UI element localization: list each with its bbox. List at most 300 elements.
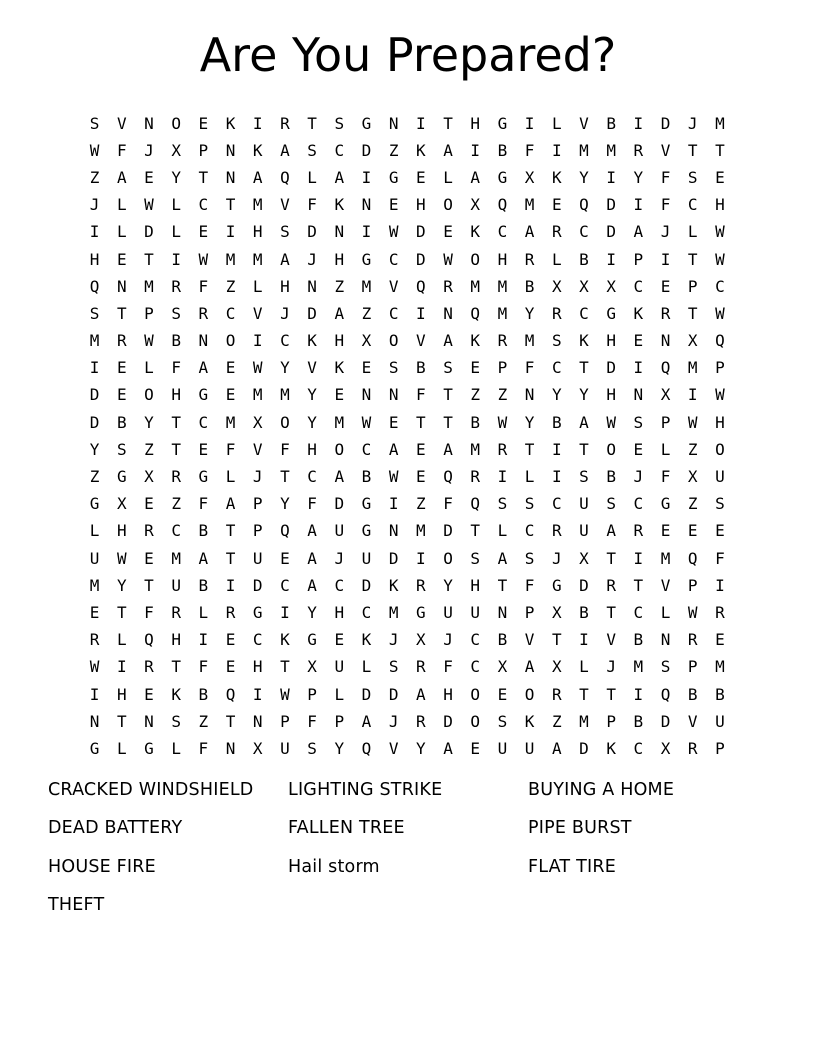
grid-cell-r15c19: U bbox=[579, 494, 589, 514]
grid-cell-r1c14: T bbox=[443, 113, 453, 133]
grid-cell-r10c2: E bbox=[116, 358, 127, 378]
grid-cell-r10c10: K bbox=[334, 358, 345, 378]
grid-cell-r2c21: R bbox=[633, 140, 644, 160]
grid-cell-r8c3: P bbox=[144, 303, 154, 323]
grid-cell-r8c9: D bbox=[307, 303, 317, 323]
grid-cell-r16c8: Q bbox=[280, 521, 290, 541]
grid-cell-r23c22: D bbox=[660, 711, 671, 731]
grid-cell-r11c7: M bbox=[252, 385, 263, 405]
grid-cell-r10c21: I bbox=[633, 358, 644, 378]
grid-cell-r12c6: M bbox=[225, 412, 236, 432]
grid-cell-r24c21: C bbox=[633, 738, 644, 758]
grid-cell-r18c7: D bbox=[252, 575, 263, 595]
grid-cell-r18c8: C bbox=[280, 575, 290, 595]
grid-cell-r6c16: H bbox=[497, 249, 508, 269]
grid-cell-r5c5: E bbox=[198, 222, 209, 242]
grid-cell-r13c8: F bbox=[280, 439, 290, 459]
grid-cell-r14c15: R bbox=[470, 467, 481, 487]
grid-cell-r16c12: N bbox=[388, 521, 399, 541]
grid-cell-r9c10: H bbox=[334, 331, 345, 351]
word-list-item: PIPE BURST bbox=[528, 818, 632, 839]
grid-cell-r12c22: P bbox=[660, 412, 671, 432]
grid-cell-r18c24: I bbox=[715, 575, 725, 595]
grid-cell-r21c16: X bbox=[497, 657, 508, 677]
grid-cell-r20c20: V bbox=[606, 630, 616, 650]
word-list-item: DEAD BATTERY bbox=[48, 818, 183, 839]
grid-cell-r17c7: U bbox=[252, 548, 263, 568]
grid-cell-r20c11: K bbox=[361, 630, 372, 650]
grid-cell-r6c12: C bbox=[388, 249, 399, 269]
grid-cell-r22c8: W bbox=[280, 684, 290, 704]
grid-cell-r17c5: A bbox=[198, 548, 209, 568]
grid-cell-r3c2: A bbox=[116, 167, 127, 187]
grid-cell-r9c1: M bbox=[89, 331, 100, 351]
grid-cell-r1c10: S bbox=[334, 113, 345, 133]
grid-cell-r10c12: S bbox=[388, 358, 399, 378]
grid-cell-r10c20: D bbox=[606, 358, 616, 378]
grid-cell-r21c4: T bbox=[171, 657, 181, 677]
grid-cell-r1c15: H bbox=[470, 113, 481, 133]
grid-cell-r24c23: R bbox=[687, 738, 698, 758]
grid-cell-r18c21: T bbox=[633, 575, 644, 595]
grid-cell-r3c17: X bbox=[524, 167, 535, 187]
grid-cell-r10c7: W bbox=[252, 358, 263, 378]
grid-cell-r5c18: R bbox=[551, 222, 562, 242]
grid-cell-r4c18: E bbox=[551, 195, 562, 215]
grid-cell-r23c21: B bbox=[633, 711, 644, 731]
grid-cell-r11c12: N bbox=[388, 385, 399, 405]
grid-cell-r4c16: Q bbox=[497, 195, 508, 215]
grid-cell-r6c21: P bbox=[633, 249, 644, 269]
grid-cell-r4c5: C bbox=[198, 195, 209, 215]
grid-cell-r14c7: J bbox=[252, 467, 263, 487]
grid-cell-r17c10: J bbox=[334, 548, 345, 568]
grid-cell-r15c5: F bbox=[198, 494, 209, 514]
grid-cell-r1c23: J bbox=[687, 113, 698, 133]
grid-cell-r9c21: E bbox=[633, 331, 644, 351]
grid-cell-r3c1: Z bbox=[89, 167, 100, 187]
grid-cell-r11c6: E bbox=[225, 385, 236, 405]
grid-cell-r24c10: Y bbox=[334, 738, 345, 758]
grid-cell-r8c13: I bbox=[416, 303, 426, 323]
grid-cell-r6c14: W bbox=[443, 249, 453, 269]
grid-cell-r24c16: U bbox=[497, 738, 508, 758]
grid-cell-r16c15: T bbox=[470, 521, 481, 541]
grid-cell-r8c17: Y bbox=[524, 303, 535, 323]
grid-cell-r18c22: V bbox=[660, 575, 671, 595]
grid-cell-r24c19: D bbox=[579, 738, 589, 758]
grid-cell-r2c18: I bbox=[551, 140, 562, 160]
grid-cell-r22c9: P bbox=[307, 684, 317, 704]
word-list-item: FLAT TIRE bbox=[528, 856, 616, 877]
grid-cell-r19c20: T bbox=[606, 602, 616, 622]
grid-cell-r10c17: F bbox=[524, 358, 535, 378]
grid-cell-r12c2: B bbox=[116, 412, 127, 432]
grid-cell-r23c10: P bbox=[334, 711, 345, 731]
grid-cell-r24c1: G bbox=[89, 738, 100, 758]
grid-cell-r21c22: S bbox=[660, 657, 671, 677]
grid-cell-r1c17: I bbox=[524, 113, 535, 133]
grid-cell-r21c10: U bbox=[334, 657, 345, 677]
grid-cell-r15c17: S bbox=[524, 494, 535, 514]
grid-cell-r11c18: Y bbox=[551, 385, 562, 405]
grid-cell-r3c3: E bbox=[144, 167, 154, 187]
grid-cell-r17c4: M bbox=[171, 548, 181, 568]
grid-cell-r3c13: E bbox=[416, 167, 426, 187]
grid-cell-r7c10: Z bbox=[334, 276, 345, 296]
grid-cell-r24c9: S bbox=[307, 738, 317, 758]
grid-cell-r10c1: I bbox=[89, 358, 100, 378]
grid-cell-r5c11: I bbox=[361, 222, 372, 242]
word-list-column-2 bbox=[288, 778, 528, 932]
grid-cell-r4c8: V bbox=[280, 195, 290, 215]
grid-cell-r6c22: I bbox=[660, 249, 671, 269]
grid-cell-r4c13: H bbox=[416, 195, 426, 215]
grid-cell-r16c21: R bbox=[633, 521, 644, 541]
grid-cell-r22c6: Q bbox=[225, 684, 236, 704]
grid-cell-r15c1: G bbox=[89, 494, 100, 514]
grid-cell-r6c6: M bbox=[225, 249, 236, 269]
grid-cell-r10c13: B bbox=[416, 358, 426, 378]
grid-cell-r2c3: J bbox=[144, 140, 154, 160]
grid-cell-r8c10: A bbox=[334, 303, 345, 323]
grid-cell-r17c21: I bbox=[633, 548, 644, 568]
grid-cell-r13c2: S bbox=[116, 439, 127, 459]
grid-cell-r11c23: I bbox=[687, 385, 698, 405]
grid-cell-r20c13: X bbox=[416, 630, 426, 650]
grid-cell-r20c1: R bbox=[89, 630, 100, 650]
grid-cell-r11c11: N bbox=[361, 385, 372, 405]
grid-cell-r16c14: D bbox=[443, 521, 453, 541]
grid-cell-r1c19: V bbox=[579, 113, 589, 133]
grid-cell-r17c1: U bbox=[89, 548, 100, 568]
grid-cell-r1c6: K bbox=[225, 113, 236, 133]
grid-cell-r8c16: M bbox=[497, 303, 508, 323]
grid-cell-r20c7: C bbox=[252, 630, 263, 650]
grid-cell-r6c4: I bbox=[171, 249, 181, 269]
grid-cell-r4c20: D bbox=[606, 195, 616, 215]
grid-cell-r4c10: K bbox=[334, 195, 345, 215]
grid-cell-r11c22: X bbox=[660, 385, 671, 405]
grid-cell-r22c20: T bbox=[606, 684, 616, 704]
grid-cell-r24c18: A bbox=[551, 738, 562, 758]
grid-cell-r19c12: M bbox=[388, 602, 399, 622]
grid-cell-r18c2: Y bbox=[116, 575, 127, 595]
grid-cell-r12c4: T bbox=[171, 412, 181, 432]
grid-cell-r10c3: L bbox=[144, 358, 154, 378]
grid-cell-r9c17: M bbox=[524, 331, 535, 351]
grid-cell-r22c4: K bbox=[171, 684, 181, 704]
grid-cell-r17c14: O bbox=[443, 548, 453, 568]
grid-cell-r23c8: P bbox=[280, 711, 290, 731]
grid-cell-r20c12: J bbox=[388, 630, 399, 650]
grid-cell-r10c11: E bbox=[361, 358, 372, 378]
grid-cell-r9c23: X bbox=[687, 331, 698, 351]
grid-cell-r2c17: F bbox=[524, 140, 535, 160]
grid-cell-r24c11: Q bbox=[361, 738, 372, 758]
grid-cell-r14c9: C bbox=[307, 467, 317, 487]
grid-cell-r11c2: E bbox=[116, 385, 127, 405]
grid-cell-r17c19: X bbox=[579, 548, 589, 568]
grid-cell-r7c22: E bbox=[660, 276, 671, 296]
grid-cell-r23c9: F bbox=[307, 711, 317, 731]
grid-cell-r23c15: O bbox=[470, 711, 481, 731]
grid-cell-r18c18: G bbox=[551, 575, 562, 595]
grid-cell-r24c8: U bbox=[280, 738, 290, 758]
grid-cell-r17c3: E bbox=[144, 548, 154, 568]
word-list-item: BUYING A HOME bbox=[528, 780, 675, 800]
grid-cell-r24c15: E bbox=[470, 738, 481, 758]
grid-cell-r18c5: B bbox=[198, 575, 209, 595]
grid-cell-r14c8: T bbox=[280, 467, 290, 487]
grid-cell-r5c6: I bbox=[225, 222, 236, 242]
grid-cell-r14c24: U bbox=[715, 467, 725, 487]
grid-cell-r7c11: M bbox=[361, 276, 372, 296]
grid-cell-r5c15: K bbox=[470, 222, 481, 242]
grid-cell-r22c12: D bbox=[388, 684, 399, 704]
grid-cell-r12c16: W bbox=[497, 412, 508, 432]
grid-cell-r6c10: H bbox=[334, 249, 345, 269]
grid-cell-r15c12: I bbox=[388, 494, 399, 514]
grid-cell-r9c2: R bbox=[116, 331, 127, 351]
grid-cell-r22c21: I bbox=[633, 684, 644, 704]
grid-cell-r11c8: M bbox=[280, 385, 290, 405]
grid-cell-r22c14: H bbox=[443, 684, 453, 704]
grid-cell-r7c17: B bbox=[524, 276, 535, 296]
grid-cell-r9c7: I bbox=[252, 331, 263, 351]
grid-cell-r21c19: L bbox=[579, 657, 589, 677]
grid-cell-r21c23: P bbox=[687, 657, 698, 677]
grid-cell-r20c24: E bbox=[715, 630, 725, 650]
grid-cell-r20c19: I bbox=[579, 630, 589, 650]
grid-cell-r1c3: N bbox=[144, 113, 154, 133]
grid-cell-r12c14: T bbox=[443, 412, 453, 432]
grid-cell-r5c3: D bbox=[144, 222, 154, 242]
grid-cell-r11c1: D bbox=[89, 385, 100, 405]
grid-cell-r16c13: M bbox=[416, 521, 426, 541]
grid-cell-r18c19: D bbox=[579, 575, 589, 595]
grid-cell-r23c18: Z bbox=[551, 711, 562, 731]
grid-cell-r10c16: P bbox=[497, 358, 508, 378]
grid-cell-r6c24: W bbox=[715, 249, 725, 269]
grid-cell-r3c5: T bbox=[198, 167, 209, 187]
grid-cell-r19c4: R bbox=[171, 602, 181, 622]
grid-cell-r2c22: V bbox=[660, 140, 671, 160]
grid-cell-r13c13: E bbox=[416, 439, 426, 459]
grid-cell-r15c13: Z bbox=[416, 494, 426, 514]
grid-cell-r9c18: S bbox=[551, 331, 562, 351]
grid-cell-r11c21: N bbox=[633, 385, 644, 405]
word-list-item: LIGHTING STRIKE bbox=[288, 780, 443, 800]
grid-cell-r15c9: F bbox=[307, 494, 317, 514]
grid-cell-r8c11: Z bbox=[361, 303, 372, 323]
grid-cell-r21c13: R bbox=[416, 657, 426, 677]
grid-cell-r19c6: R bbox=[225, 602, 236, 622]
grid-cell-r16c17: C bbox=[524, 521, 535, 541]
grid-cell-r13c7: V bbox=[252, 439, 263, 459]
grid-cell-r19c10: H bbox=[334, 602, 345, 622]
grid-cell-r2c11: D bbox=[361, 140, 372, 160]
grid-cell-r5c12: W bbox=[388, 222, 399, 242]
grid-cell-r18c16: T bbox=[497, 575, 508, 595]
grid-cell-r15c8: Y bbox=[280, 494, 290, 514]
word-list-item: Hail storm bbox=[288, 856, 380, 877]
grid-cell-r8c4: S bbox=[171, 303, 181, 323]
grid-cell-r1c4: O bbox=[171, 113, 181, 133]
grid-cell-r9c8: C bbox=[280, 331, 290, 351]
word-list-column-3 bbox=[528, 778, 768, 932]
grid-cell-r17c22: M bbox=[660, 548, 671, 568]
grid-cell-r23c5: Z bbox=[198, 711, 209, 731]
grid-cell-r10c14: S bbox=[443, 358, 453, 378]
grid-cell-r19c15: U bbox=[470, 602, 481, 622]
grid-cell-r3c22: F bbox=[660, 167, 671, 187]
grid-cell-r8c18: R bbox=[551, 303, 562, 323]
grid-cell-r14c2: G bbox=[116, 467, 127, 487]
grid-cell-r20c8: K bbox=[280, 630, 290, 650]
grid-cell-r14c6: L bbox=[225, 467, 236, 487]
grid-cell-r22c18: R bbox=[551, 684, 562, 704]
grid-cell-r1c22: D bbox=[660, 113, 671, 133]
grid-cell-r17c13: I bbox=[416, 548, 426, 568]
grid-cell-r10c18: C bbox=[551, 358, 562, 378]
grid-cell-r4c9: F bbox=[307, 195, 317, 215]
grid-cell-r2c8: A bbox=[280, 140, 290, 160]
grid-cell-r10c6: E bbox=[225, 358, 236, 378]
grid-cell-r20c10: E bbox=[334, 630, 345, 650]
grid-cell-r24c4: L bbox=[171, 738, 181, 758]
grid-cell-r4c14: O bbox=[443, 195, 453, 215]
grid-cell-r13c14: A bbox=[443, 439, 453, 459]
grid-cell-r16c5: B bbox=[198, 521, 209, 541]
grid-cell-r14c17: L bbox=[524, 467, 535, 487]
grid-cell-r11c24: W bbox=[715, 385, 725, 405]
grid-cell-r15c18: C bbox=[551, 494, 562, 514]
grid-cell-r20c15: C bbox=[470, 630, 481, 650]
grid-cell-r11c20: H bbox=[606, 385, 616, 405]
grid-cell-r2c24: T bbox=[715, 140, 725, 160]
grid-cell-r4c22: F bbox=[660, 195, 671, 215]
grid-cell-r14c11: B bbox=[361, 467, 372, 487]
grid-cell-r5c20: D bbox=[606, 222, 616, 242]
grid-cell-r20c17: V bbox=[524, 630, 535, 650]
grid-cell-r7c15: M bbox=[470, 276, 481, 296]
grid-cell-r5c14: E bbox=[443, 222, 453, 242]
grid-cell-r1c16: G bbox=[497, 113, 508, 133]
grid-cell-r20c2: L bbox=[116, 630, 127, 650]
grid-cell-r17c20: T bbox=[606, 548, 616, 568]
grid-cell-r10c22: Q bbox=[660, 358, 671, 378]
grid-cell-r2c5: P bbox=[198, 140, 209, 160]
grid-cell-r13c18: I bbox=[551, 439, 562, 459]
grid-cell-r12c7: X bbox=[252, 412, 263, 432]
grid-cell-r23c7: N bbox=[252, 711, 263, 731]
grid-cell-r11c16: Z bbox=[497, 385, 508, 405]
grid-cell-r20c14: J bbox=[443, 630, 453, 650]
grid-cell-r7c7: L bbox=[252, 276, 263, 296]
grid-cell-r3c18: K bbox=[551, 167, 562, 187]
grid-cell-r7c20: X bbox=[606, 276, 616, 296]
grid-cell-r13c17: T bbox=[524, 439, 535, 459]
grid-cell-r10c4: F bbox=[171, 358, 181, 378]
grid-cell-r12c15: B bbox=[470, 412, 481, 432]
grid-cell-r2c2: F bbox=[116, 140, 127, 160]
grid-cell-r9c20: H bbox=[606, 331, 616, 351]
grid-cell-r3c24: E bbox=[715, 167, 725, 187]
page-title: Are You Prepared? bbox=[199, 28, 617, 82]
grid-cell-r17c8: E bbox=[280, 548, 290, 568]
grid-cell-r15c15: Q bbox=[470, 494, 481, 514]
grid-cell-r15c11: G bbox=[361, 494, 372, 514]
grid-cell-r2c20: M bbox=[606, 140, 616, 160]
grid-cell-r2c13: K bbox=[416, 140, 426, 160]
grid-cell-r3c16: G bbox=[497, 167, 508, 187]
grid-cell-r1c8: R bbox=[280, 113, 290, 133]
grid-cell-r12c23: W bbox=[687, 412, 698, 432]
grid-cell-r13c23: Z bbox=[687, 439, 698, 459]
grid-cell-r5c7: H bbox=[252, 222, 263, 242]
grid-cell-r16c7: P bbox=[252, 521, 263, 541]
grid-cell-r13c22: L bbox=[660, 439, 671, 459]
grid-cell-r24c12: V bbox=[388, 738, 399, 758]
grid-cell-r14c1: Z bbox=[89, 467, 100, 487]
grid-cell-r17c11: U bbox=[361, 548, 372, 568]
grid-cell-r14c16: I bbox=[497, 467, 508, 487]
grid-cell-r19c22: L bbox=[660, 602, 671, 622]
grid-cell-r6c11: G bbox=[361, 249, 372, 269]
grid-cell-r23c14: D bbox=[443, 711, 453, 731]
grid-cell-r8c21: K bbox=[633, 303, 644, 323]
word-list-item: FALLEN TREE bbox=[288, 818, 405, 839]
grid-cell-r24c24: P bbox=[715, 738, 725, 758]
grid-cell-r2c19: M bbox=[579, 140, 589, 160]
grid-cell-r11c4: H bbox=[171, 385, 181, 405]
grid-cell-r4c11: N bbox=[361, 195, 372, 215]
grid-cell-r6c17: R bbox=[524, 249, 535, 269]
grid-cell-r4c17: M bbox=[524, 195, 535, 215]
grid-cell-r9c15: K bbox=[470, 331, 481, 351]
grid-cell-r20c16: B bbox=[497, 630, 508, 650]
grid-cell-r20c6: E bbox=[225, 630, 236, 650]
grid-cell-r18c9: A bbox=[307, 575, 317, 595]
grid-cell-r10c24: P bbox=[715, 358, 725, 378]
grid-cell-r17c2: W bbox=[116, 548, 127, 568]
grid-cell-r18c10: C bbox=[334, 575, 345, 595]
grid-cell-r4c3: W bbox=[144, 195, 154, 215]
grid-cell-r15c22: G bbox=[660, 494, 671, 514]
grid-cell-r22c15: O bbox=[470, 684, 481, 704]
grid-cell-r13c15: M bbox=[470, 439, 481, 459]
grid-cell-r6c18: L bbox=[551, 249, 562, 269]
grid-cell-r9c19: K bbox=[579, 331, 589, 351]
grid-cell-r12c21: S bbox=[633, 412, 644, 432]
grid-cell-r9c14: A bbox=[443, 331, 453, 351]
grid-cell-r18c23: P bbox=[687, 575, 698, 595]
grid-cell-r11c19: Y bbox=[579, 385, 589, 405]
grid-cell-r21c24: M bbox=[715, 657, 725, 677]
grid-cell-r4c12: E bbox=[388, 195, 399, 215]
grid-cell-r20c23: R bbox=[687, 630, 698, 650]
grid-cell-r3c10: A bbox=[334, 167, 345, 187]
grid-cell-r5c22: J bbox=[660, 222, 671, 242]
grid-cell-r22c22: Q bbox=[660, 684, 671, 704]
grid-cell-r22c24: B bbox=[715, 684, 725, 704]
grid-cell-r22c23: B bbox=[687, 684, 698, 704]
grid-cell-r6c20: I bbox=[606, 249, 616, 269]
grid-cell-r16c16: L bbox=[497, 521, 508, 541]
grid-cell-r17c12: D bbox=[388, 548, 399, 568]
grid-cell-r14c18: I bbox=[551, 467, 562, 487]
